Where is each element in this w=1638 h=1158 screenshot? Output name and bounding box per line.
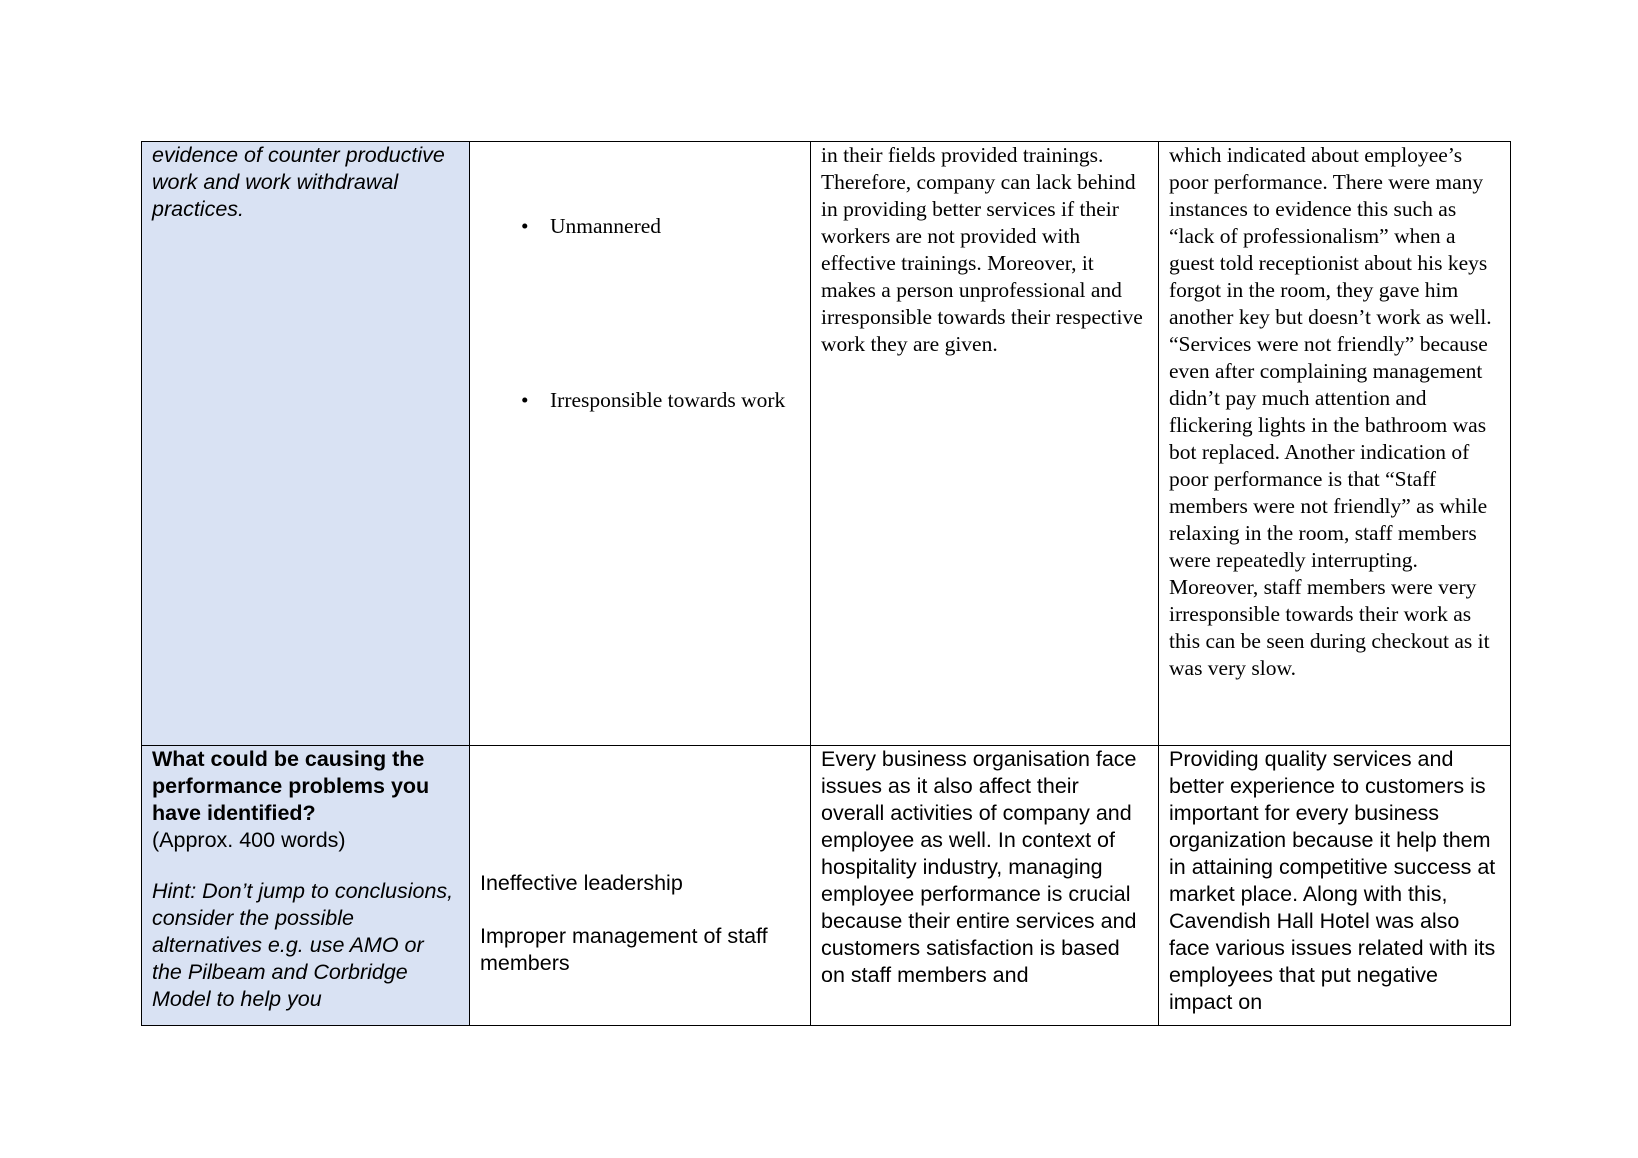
table-row <box>142 142 1511 746</box>
evidence-cell <box>1159 746 1511 1026</box>
row-label-cell <box>142 142 470 746</box>
analysis-text: in their fields provided trainings. Therefore, company can lack behind in providing better services if their workers are not provided with effective trainings. Moreover, it makes a person unprofessional and irresponsible towards their respective work they are given. <box>821 143 1143 356</box>
bullet-text: Irresponsible towards work <box>550 388 786 412</box>
word-count-note: (Approx. 400 words) <box>152 828 346 852</box>
analysis-cell <box>811 142 1159 746</box>
list-item <box>480 213 800 240</box>
bullet-dot-icon: • <box>521 388 529 412</box>
analysis-cell <box>811 746 1159 1026</box>
bullet-dot-icon: • <box>521 214 529 238</box>
table-row <box>142 746 1511 1026</box>
list-item <box>480 387 800 414</box>
bullet-cell <box>470 142 811 746</box>
issues-cell <box>470 746 811 1026</box>
evidence-text: Providing quality services and better experience to customers is important for every business organization because it help them in attaining competitive success at market place. Along with this, Cavendish Hall Hotel was also face various issues related with its employees that put negative impact on <box>1169 747 1496 1014</box>
bullet-list <box>480 213 800 414</box>
analysis-text: Every business organisation face issues as it also affect their overall activities of company and employee as well. In context of hospitality industry, managing employee performance is crucial because their entire services and customers satisfaction is based on staff members and <box>821 747 1137 987</box>
evidence-text: which indicated about employee’s poor performance. There were many instances to evidence this such as “lack of professionalism” when a guest told receptionist about his keys forgot in the room, they gave him another key but doesn’t work as well. “Services were not friendly” because even after complaining management didn’t pay much attention and flickering lights in the bathroom was bot replaced. Another indication of poor performance is that “Staff members were not friendly” as while relaxing in the room, staff members were repeatedly interrupting. Moreover, staff members were very irresponsible towards their work as this can be seen during checkout as it was very slow. <box>1169 143 1492 680</box>
hint-text: Hint: Don’t jump to conclusions, consider the possible alternatives e.g. use AMO or the Pilbeam and Corbridge Model to help you <box>152 879 454 1011</box>
issue-item: Improper management of staff members <box>480 924 768 975</box>
question-heading: What could be causing the performance problems you have identified? <box>152 747 430 825</box>
performance-table <box>141 141 1511 1026</box>
row-label-text: evidence of counter productive work and work withdrawal practices. <box>152 143 445 221</box>
evidence-cell <box>1159 142 1511 746</box>
issue-item: Ineffective leadership <box>480 871 683 895</box>
question-cell <box>142 746 470 1026</box>
bullet-text: Unmannered <box>550 214 662 238</box>
